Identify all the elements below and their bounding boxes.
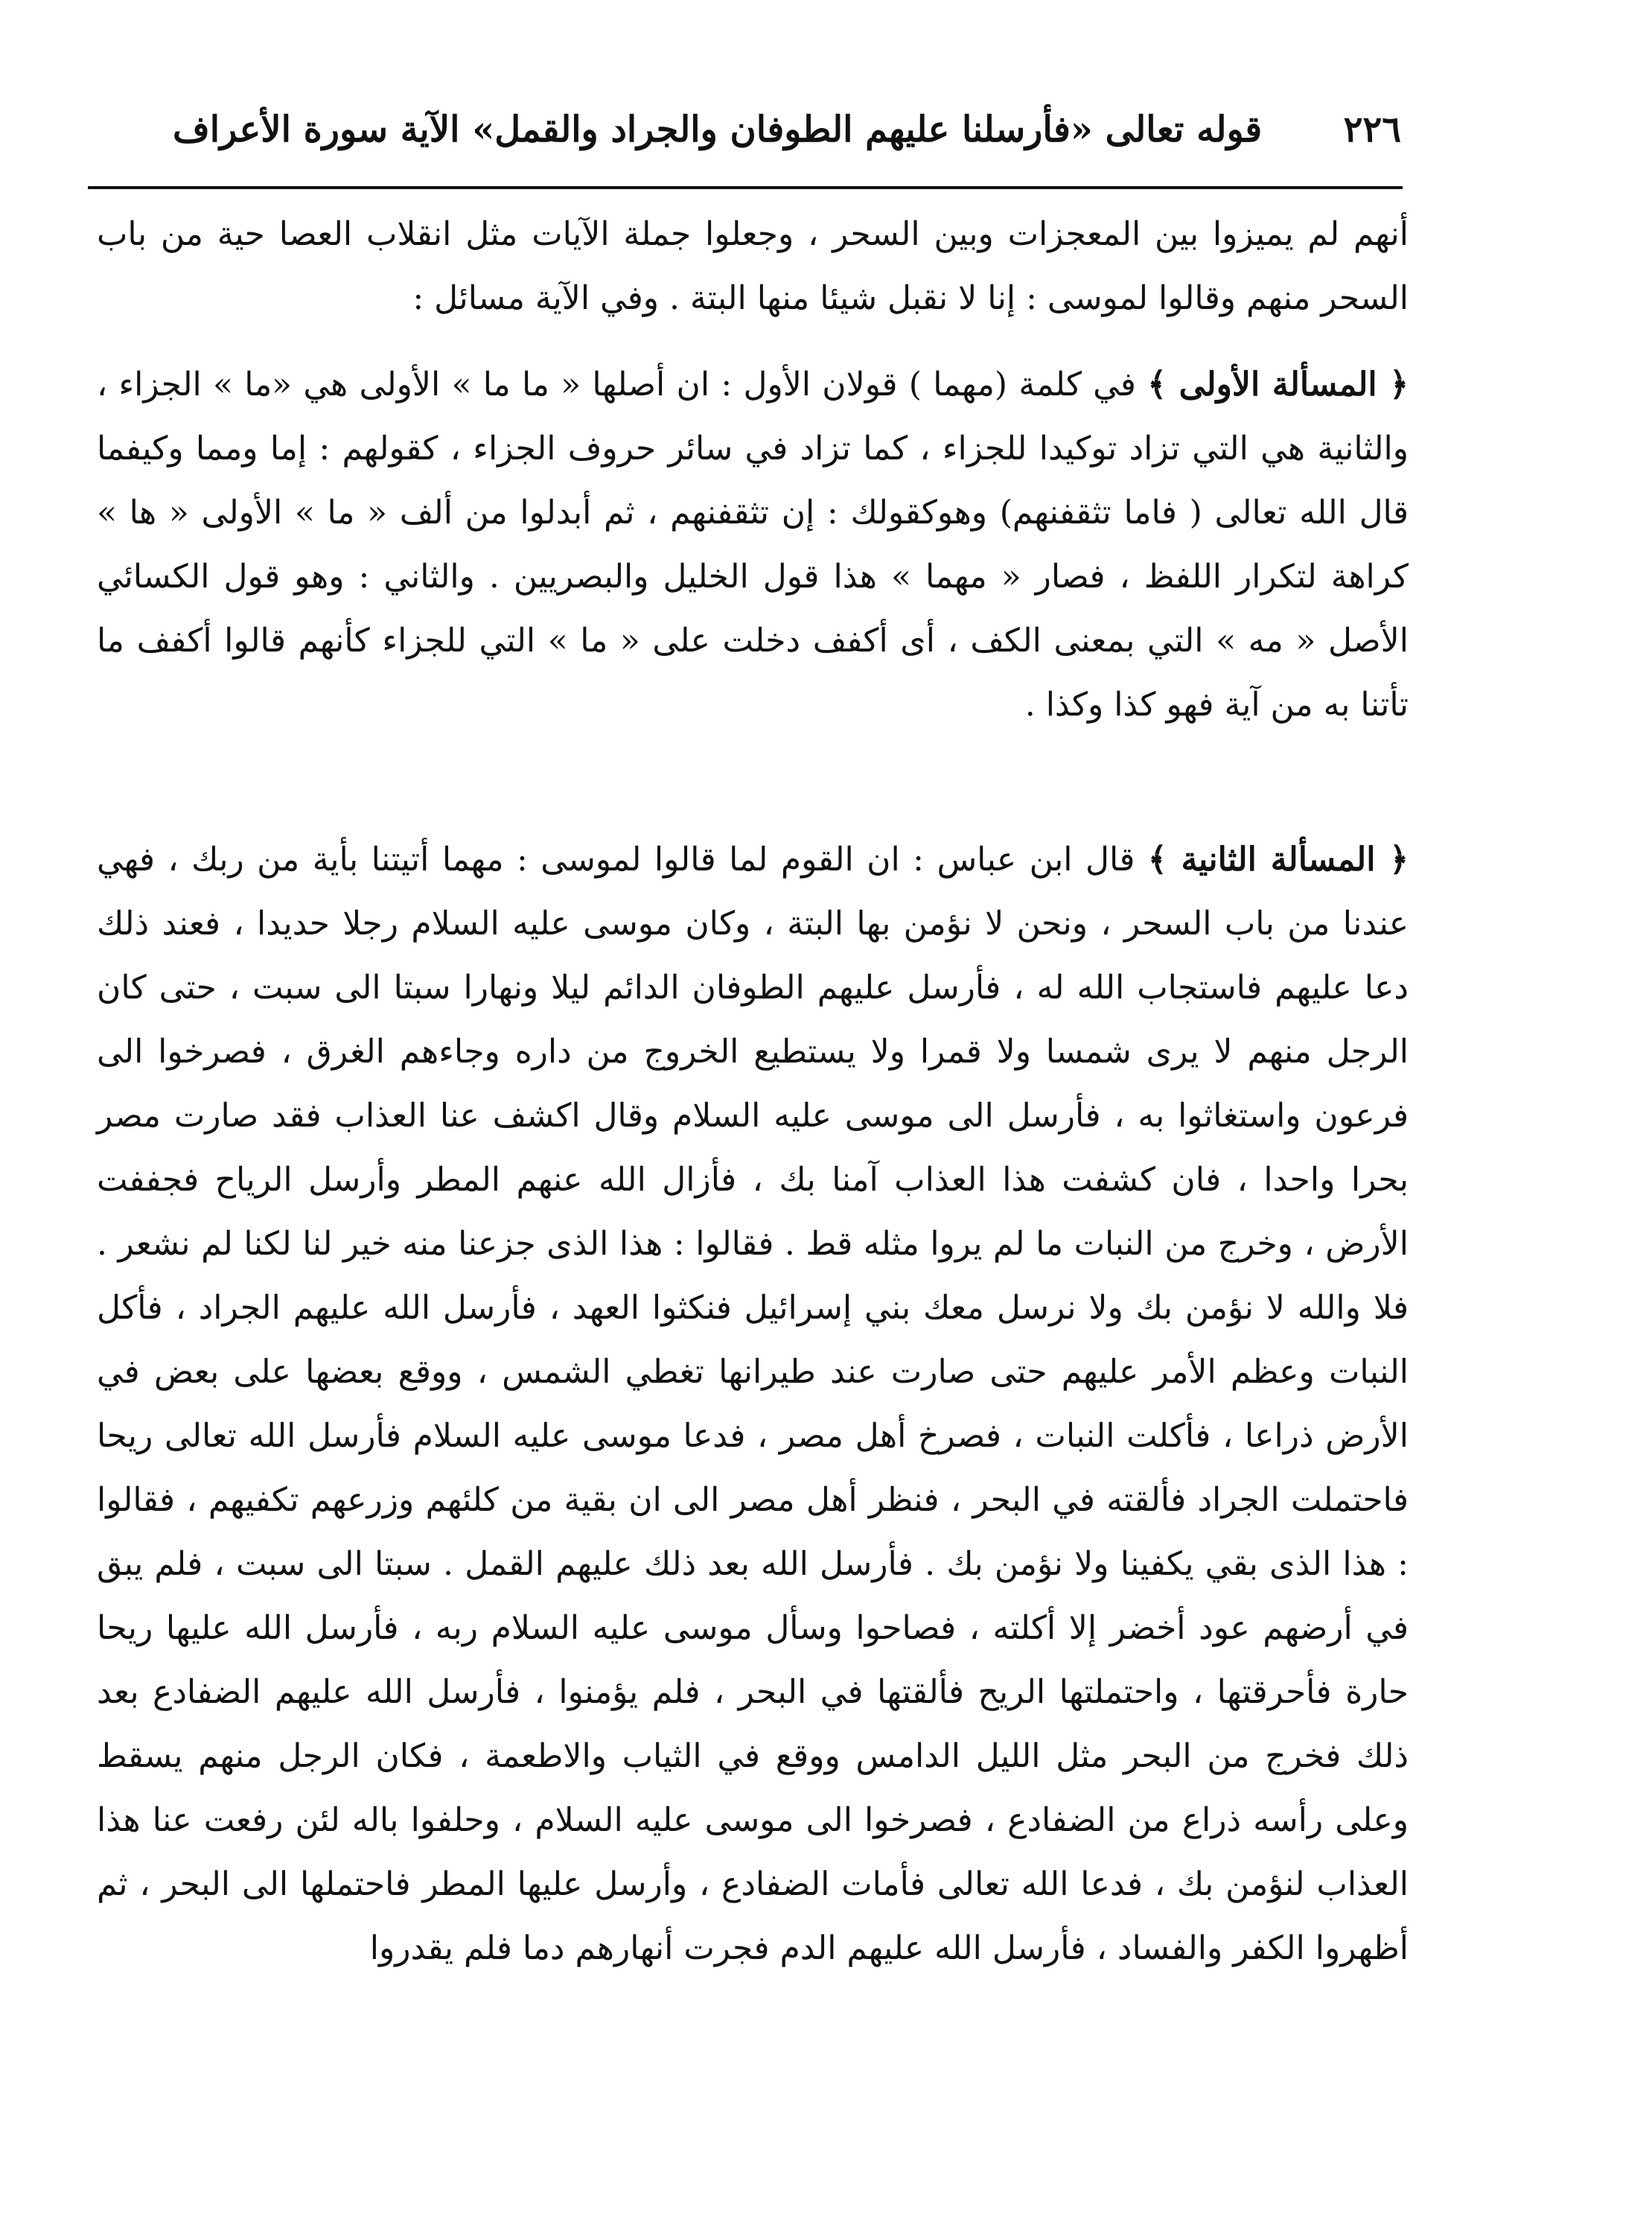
running-title: قوله تعالى «فأرسلنا عليهم الطوفان والجراد والقمل» الآية سورة الأعراف bbox=[173, 109, 1263, 150]
paragraph-text: قال ابن عباس : ان القوم لما قالوا لموسى : مهما أتيتنا بأية من ربك ، فهي عندنا من باب السحر ، ونحن لا نؤمن بها البتة ، وكان موسى عليه السلام رجلا حديدا ، فعند ذلك دعا عليهم فاستجاب الله له ، فأرسل عليهم الطوفان الدائم ليلا ونهارا سبتا الى سبت ، حتى كان الرجل منهم لا يرى شمسا ولا قمرا ولا يستطيع الخروج من داره وجاءهم الغرق ، فصرخوا الى فرعون واستغاثوا به ، فأرسل الى موسى عليه السلام وقال اكشف عنا العذاب فقد صارت مصر بحرا واحدا ، فان كشفت هذا العذاب آمنا بك ، فأزال الله عنهم المطر وأرسل الرياح فجففت الأرض ، وخرج من النبات ما لم يروا مثله قط . فقالوا : هذا الذى جزعنا منه خير لنا لكنا لم نشعر . فلا والله لا نؤمن بك ولا نرسل معك بني إسرائيل فنكثوا العهد ، فأرسل الله عليهم الجراد ، فأكل النبات وعظم الأمر عليهم حتى صارت عند طيرانها تغطي الشمس ، ووقع بعضها على بعض في الأرض ذراعا ، فأكلت النبات ، فصرخ أهل مصر ، فدعا موسى عليه السلام فأرسل الله تعالى ريحا فاحتملت الجراد فألقته في البحر ، فنظر أهل مصر الى ان بقية من كلئهم وزرعهم تكفيهم ، فقالوا : هذا الذى بقي يكفينا ولا نؤمن بك . فأرسل الله بعد ذلك عليهم القمل . سبتا الى سبت ، فلم يبق في أرضهم عود أخضر إلا أكلته ، فصاحوا وسأل موسى عليه السلام ربه ، فأرسل الله عليها ريحا حارة فأحرقتها ، واحتملتها الريح فألقتها في البحر ، فلم يؤمنوا ، فأرسل الله عليهم الضفادع بعد ذلك فخرج من البحر مثل الليل الدامس ووقع في الثياب والاطعمة ، فكان الرجل منهم يسقط وعلى رأسه ذراع من الضفادع ، فصرخوا الى موسى عليه السلام ، وحلفوا باله لئن رفعت عنا هذا العذاب لنؤمن بك ، فدعا الله تعالى فأمات الضفادع ، وأرسل عليها المطر فاحتملها الى البحر ، ثم أظهروا الكفر والفساد ، فأرسل الله عليهم الدم فجرت أنهارهم دما فلم يقدروا bbox=[97, 841, 1409, 1967]
page-number: ٢٢٦ bbox=[1343, 109, 1401, 150]
running-header bbox=[173, 103, 1401, 162]
header-rule bbox=[88, 186, 1403, 189]
paragraph-text: في كلمة (مهما ) قولان الأول : ان أصلها « ما ما » الأولى هي «ما » الجزاء ، والثانية هي التي تزاد توكيدا للجزاء ، كما تزاد في سائر حروف الجزاء ، كقولهم : إما ومما وكيفما قال الله تعالى ( فاما تثقفنهم) وهوكقولك : إن تثقفنهم ، ثم أبدلوا من ألف « ما » الأولى « ها » كراهة لتكرار اللفظ ، فصار « مهما » هذا قول الخليل والبصريين . والثاني : وهو قول الكسائي الأصل « مه » التي بمعنى الكف ، أى أكفف دخلت على « ما » التي للجزاء كأنهم قالوا أكفف ما تأتنا به من آية فهو كذا وكذا . bbox=[97, 366, 1409, 724]
issue-heading: ﴿ المسألة الأولى ﴾ bbox=[1147, 366, 1409, 404]
paragraph-text: أنهم لم يميزوا بين المعجزات وبين السحر ، وجعلوا جملة الآيات مثل انقلاب العصا حية من باب السحر منهم وقالوا لموسى : إنا لا نقبل شيئا منها البتة . وفي الآية مسائل : bbox=[97, 215, 1409, 317]
issue-heading: ﴿ المسألة الثانية ﴾ bbox=[1147, 841, 1409, 879]
paragraph-second-issue bbox=[97, 828, 1409, 1981]
body-text bbox=[97, 203, 1409, 1981]
paragraph-first-issue bbox=[97, 353, 1409, 737]
paragraph-intro bbox=[97, 203, 1409, 331]
